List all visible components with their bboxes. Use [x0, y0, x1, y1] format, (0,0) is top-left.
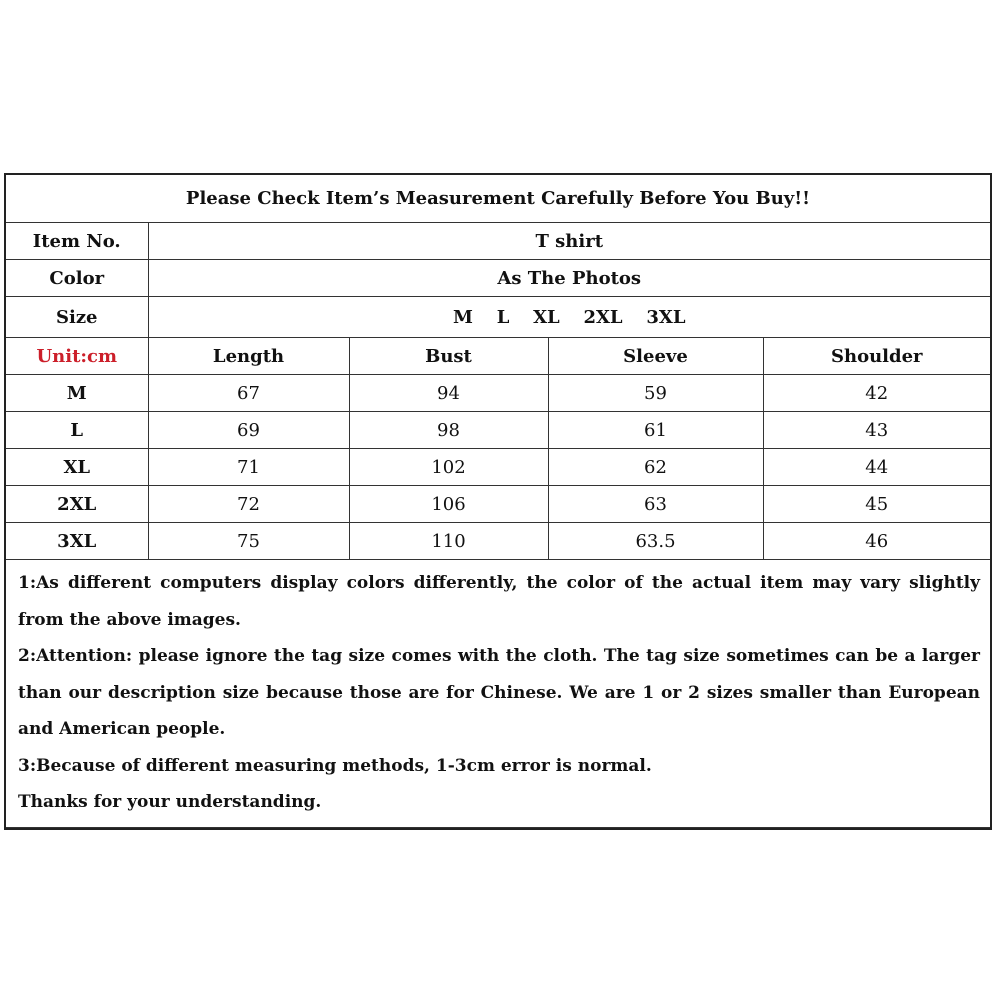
column-header-shoulder: Shoulder: [763, 338, 990, 375]
cell-shoulder: 43: [763, 412, 990, 449]
cell-sleeve: 63.5: [548, 523, 763, 560]
note-2: 2:Attention: please ignore the tag size comes with the cloth. The tag size sometimes can be a larger than our description size because those are for Chinese. We are 1 or 2 sizes smaller than European and American people.: [18, 646, 981, 739]
size-option: 2XL: [583, 306, 623, 328]
color-row: [6, 260, 990, 297]
size-option: L: [496, 306, 510, 328]
notes-cell: [6, 560, 990, 828]
row-size: M: [6, 375, 148, 412]
cell-sleeve: 61: [548, 412, 763, 449]
color-label: Color: [6, 260, 148, 297]
cell-sleeve: 62: [548, 449, 763, 486]
column-header-bust: Bust: [349, 338, 548, 375]
size-chart: [4, 173, 992, 830]
row-size: L: [6, 412, 148, 449]
item-no-label: Item No.: [6, 223, 148, 260]
notes-block: [6, 560, 990, 827]
cell-bust: 102: [349, 449, 548, 486]
color-value: As The Photos: [148, 260, 990, 297]
row-size: 2XL: [6, 486, 148, 523]
size-option: M: [453, 306, 473, 328]
column-header-length: Length: [148, 338, 349, 375]
unit-label: Unit:cm: [6, 338, 148, 375]
cell-bust: 110: [349, 523, 548, 560]
column-header-sleeve: Sleeve: [548, 338, 763, 375]
note-thanks: Thanks for your understanding.: [18, 792, 322, 812]
cell-shoulder: 46: [763, 523, 990, 560]
row-size: 3XL: [6, 523, 148, 560]
size-option: 3XL: [646, 306, 686, 328]
cell-shoulder: 42: [763, 375, 990, 412]
cell-shoulder: 44: [763, 449, 990, 486]
table-row: [6, 486, 990, 523]
size-list: [148, 297, 990, 338]
cell-sleeve: 63: [548, 486, 763, 523]
note-3: 3:Because of different measuring methods, 1-3cm error is normal.: [18, 755, 652, 776]
cell-length: 72: [148, 486, 349, 523]
cell-length: 67: [148, 375, 349, 412]
item-no-row: [6, 223, 990, 260]
notes-row: [6, 560, 990, 828]
item-no-value: T shirt: [148, 223, 990, 260]
row-size: XL: [6, 449, 148, 486]
title-row: [6, 175, 990, 223]
measurement-table: [6, 175, 990, 828]
table-row: [6, 523, 990, 560]
cell-bust: 106: [349, 486, 548, 523]
table-row: [6, 449, 990, 486]
cell-bust: 94: [349, 375, 548, 412]
header-row: [6, 338, 990, 375]
chart-title: Please Check Item’s Measurement Carefully Before You Buy!!: [6, 175, 990, 223]
cell-bust: 98: [349, 412, 548, 449]
size-row: [6, 297, 990, 338]
table-row: [6, 412, 990, 449]
note-1: 1:As different computers display colors differently, the color of the actual item may vary slightly from the above images.: [18, 573, 981, 630]
size-label: Size: [6, 297, 148, 338]
cell-length: 75: [148, 523, 349, 560]
size-option: XL: [533, 306, 560, 328]
cell-shoulder: 45: [763, 486, 990, 523]
cell-length: 71: [148, 449, 349, 486]
cell-length: 69: [148, 412, 349, 449]
table-row: [6, 375, 990, 412]
cell-sleeve: 59: [548, 375, 763, 412]
